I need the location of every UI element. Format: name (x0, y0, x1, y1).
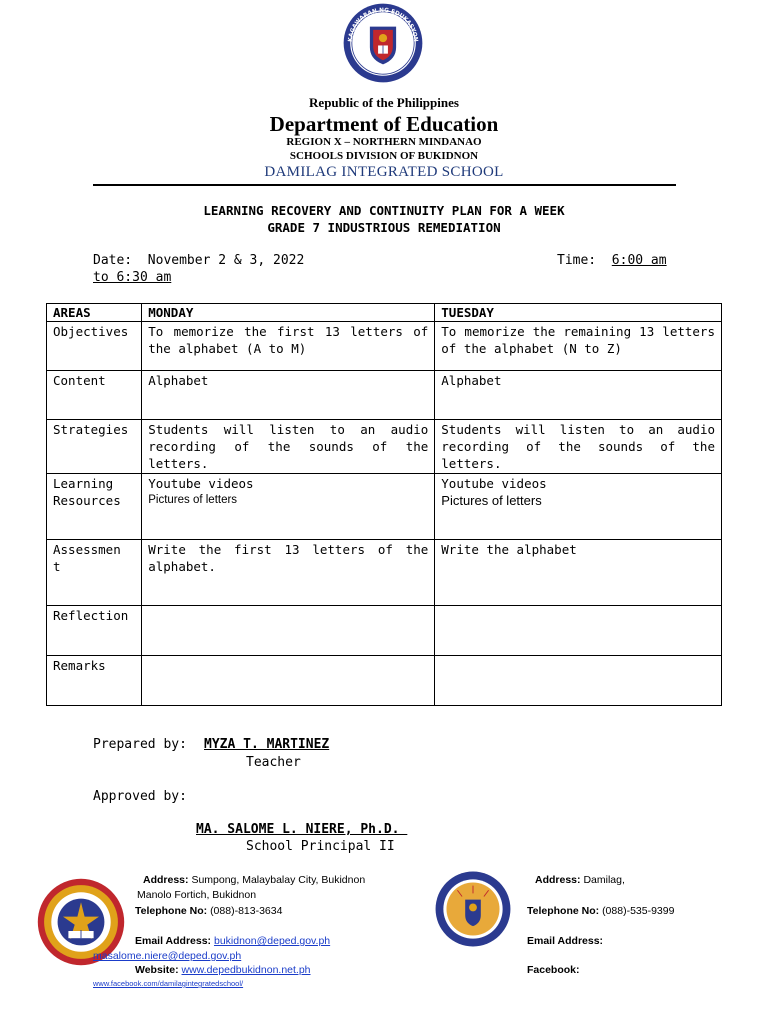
area-cell: Assessmen t (47, 540, 142, 606)
school-name: DAMILAG INTEGRATED SCHOOL (264, 164, 504, 180)
document-title: LEARNING RECOVERY AND CONTINUITY PLAN FOR A WEEK (203, 203, 565, 218)
footer-right-address (535, 874, 625, 886)
region-heading: REGION X – NORTHERN MINDANAO (286, 136, 482, 148)
monday-cell: Alphabet (142, 371, 435, 420)
area-cell: Content (47, 371, 142, 420)
approved-by-role: School Principal II (246, 839, 395, 854)
footer-right-telephone (527, 905, 674, 917)
resource-item: Pictures of letters (441, 493, 542, 508)
footer-left-website (135, 964, 311, 976)
approved-by-name: MA. SALOME L. NIERE, Ph.D. (196, 822, 408, 837)
monday-cell: Write the first 13 letters of the alphabet. (142, 540, 435, 606)
document-subtitle: GRADE 7 INDUSTRIOUS REMEDIATION (267, 220, 501, 235)
seal-text-bottom: REPUBLIKA NG PILIPINAS (359, 56, 407, 71)
footer-left-address (143, 874, 365, 886)
footer-left-telephone (135, 905, 282, 917)
prepared-by-label: Prepared by: (93, 737, 187, 752)
footer-right-facebook-label: Facebook: (527, 964, 580, 976)
tuesday-cell (435, 656, 722, 706)
table-row-objectives (47, 322, 722, 371)
time-line (557, 253, 667, 268)
footer-left-email (135, 935, 330, 947)
telephone-value: (088)-535-9399 (602, 905, 675, 917)
table-row-assessment (47, 540, 722, 606)
area-cell: Remarks (47, 656, 142, 706)
monday-cell (142, 606, 435, 656)
footer-left-address-line2: Manolo Fortich, Bukidnon (137, 889, 257, 901)
tuesday-cell: Alphabet (435, 371, 722, 420)
tuesday-cell: Write the alphabet (435, 540, 722, 606)
area-cell: Strategies (47, 420, 142, 474)
address-label: Address: (535, 874, 581, 886)
date-value: November 2 & 3, 2022 (147, 253, 305, 268)
time-value-start: 6:00 am (611, 253, 667, 268)
column-header-areas: AREAS (47, 304, 142, 322)
school-seal-logo (434, 870, 512, 948)
address-value: Sumpong, Malaybalay City, Bukidnon (191, 874, 366, 886)
email-link-secondary[interactable]: masalome.niere@deped.gov.ph (93, 950, 242, 962)
resource-item: Youtube videos (441, 476, 547, 491)
tuesday-cell (435, 474, 722, 540)
division-heading: SCHOOLS DIVISION OF BUKIDNON (289, 150, 479, 162)
table-row-strategies (47, 420, 722, 474)
time-label: Time: (557, 253, 597, 268)
monday-cell (142, 656, 435, 706)
address-label: Address: (143, 874, 189, 886)
area-cell: Objectives (47, 322, 142, 371)
monday-cell: Students will listen to an audio recording of the sounds of the letters. (142, 420, 435, 474)
column-header-monday: MONDAY (142, 304, 435, 322)
footer-right-email-label: Email Address: (527, 935, 604, 947)
date-line (93, 253, 304, 268)
telephone-label: Telephone No: (527, 905, 600, 917)
website-label: Website: (135, 964, 179, 976)
seal-text-top: KAGAWARAN NG EDUKASYON (347, 7, 419, 43)
table-row-content (47, 371, 722, 420)
deped-seal-logo (342, 2, 424, 84)
column-header-tuesday: TUESDAY (435, 304, 722, 322)
address-value: Damilag, (583, 874, 625, 886)
facebook-link[interactable]: www.facebook.com/damilagintegratedschool/ (93, 979, 244, 988)
email-label: Email Address: (135, 935, 212, 947)
telephone-label: Telephone No: (135, 905, 208, 917)
lesson-plan-table (46, 303, 722, 706)
resource-item: Youtube videos (148, 476, 254, 491)
table-row-learning-resources (47, 474, 722, 540)
header-divider (93, 184, 676, 186)
monday-cell: To memorize the first 13 letters of the alphabet (A to M) (142, 322, 435, 371)
republic-heading: Republic of the Philippines (309, 95, 459, 110)
tuesday-cell: Students will listen to an audio recording of the sounds of the letters. (435, 420, 722, 474)
prepared-by-name: MYZA T. MARTINEZ (204, 737, 330, 752)
website-link[interactable]: www.depedbukidnon.net.ph (181, 964, 311, 976)
area-cell: Reflection (47, 606, 142, 656)
area-cell: Learning Resources (47, 474, 142, 540)
resource-item: Pictures of letters (148, 494, 238, 506)
monday-cell (142, 474, 435, 540)
email-link[interactable]: bukidnon@deped.gov.ph (213, 935, 331, 947)
table-row-remarks (47, 656, 722, 706)
table-header-row (47, 304, 722, 322)
prepared-by-role: Teacher (246, 755, 301, 770)
department-heading: Department of Education (269, 112, 499, 136)
tuesday-cell (435, 606, 722, 656)
telephone-value: (088)-813-3634 (210, 905, 283, 917)
time-value-end: to 6:30 am (93, 270, 172, 285)
date-label: Date: (93, 253, 133, 268)
table-row-reflection (47, 606, 722, 656)
approved-by-label: Approved by: (93, 789, 187, 804)
tuesday-cell: To memorize the remaining 13 letters of the alphabet (N to Z) (435, 322, 722, 371)
